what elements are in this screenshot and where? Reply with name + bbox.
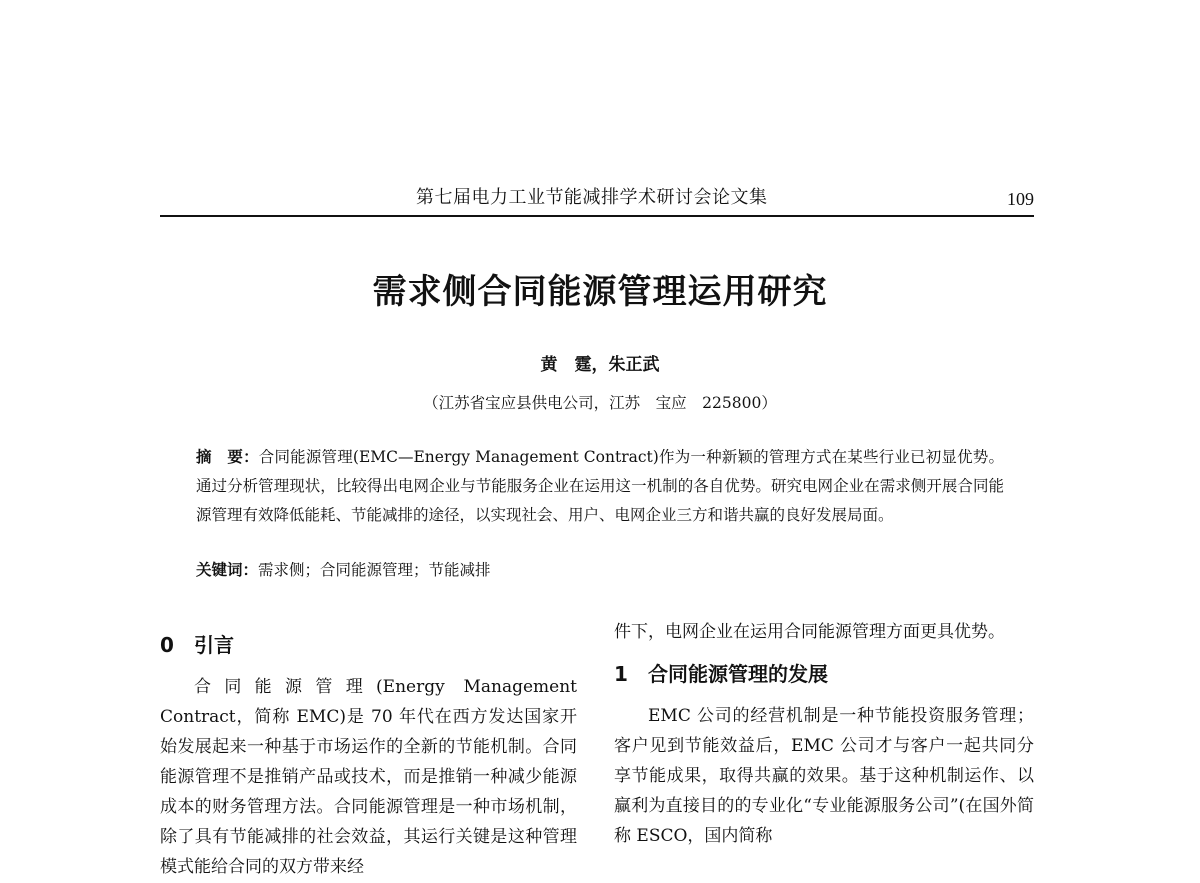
page-number: 109 <box>1007 189 1034 209</box>
abstract-text: 合同能源管理(EMC—Energy Management Contract)作为一种新颖的管理方式在某些行业已初显优势。通过分析管理现状，比较得出电网企业与节能服务企业在运用这一机制的各自优势。研究电网企业在需求侧开展合同能源管理有效降低能耗、节能减排的途径，以实现社会、用户、电网企业三方和谐共赢的良好发展局面。 <box>196 448 1004 524</box>
section-title: 合同能源管理的发展 <box>648 662 828 686</box>
keywords <box>196 556 1004 585</box>
left-column <box>160 628 577 882</box>
section-number: 0 <box>160 633 174 657</box>
keywords-label: 关键词： <box>196 561 259 579</box>
section-heading-development <box>614 657 1034 701</box>
header-rule <box>160 215 1034 217</box>
running-head <box>160 176 1034 216</box>
section-number: 1 <box>614 662 628 686</box>
abstract-label: 摘 要： <box>196 448 259 466</box>
affiliation: （江苏省宝应县供电公司，江苏 宝应 225800） <box>423 394 777 412</box>
keywords-text: 需求侧；合同能源管理；节能减排 <box>258 561 491 579</box>
paper-title: 需求侧合同能源管理运用研究 <box>372 272 828 312</box>
intro-paragraph: 合同能源管理(Energy Management Contract，简称 EMC)是 70 年代在西方发达国家开始发展起来一种基于市场运作的全新的节能机制。合同能源管理不是推销产品或技术，而是推销一种减少能源成本的财务管理方法。合同能源管理是一种市场机制，除了具有节能减排的社会效益，其运行关键是这种管理模式能给合同的双方带来经 <box>160 677 577 877</box>
authors: 黄 霆，朱正武 <box>540 355 660 375</box>
development-paragraph: EMC 公司的经营机制是一种节能投资服务管理；客户见到节能效益后，EMC 公司才与客户一起共同分享节能成果，取得共赢的效果。基于这种机制运作、以赢利为直接目的的专业化“专业能源服务公司”(在国外简称 ESCO，国内简称 <box>614 706 1034 846</box>
right-column <box>614 617 1034 851</box>
abstract <box>196 443 1004 530</box>
journal-title: 第七届电力工业节能减排学术研讨会论文集 <box>416 187 768 208</box>
section-heading-intro <box>160 628 577 672</box>
section-title: 引言 <box>194 633 234 657</box>
continued-paragraph: 件下，电网企业在运用合同能源管理方面更具优势。 <box>614 622 1005 642</box>
